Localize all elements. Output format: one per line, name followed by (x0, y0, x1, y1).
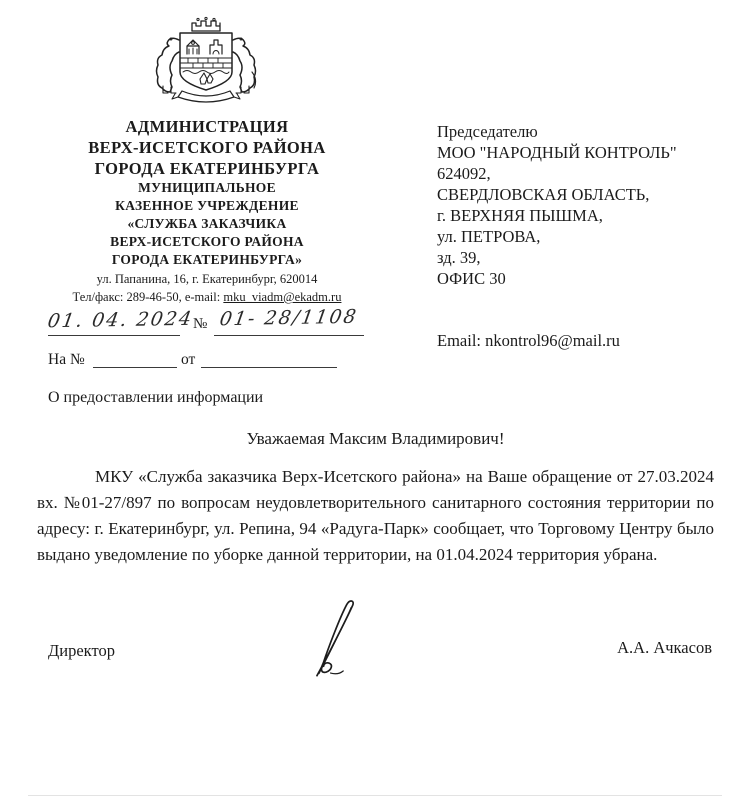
outgoing-number-handwritten: 01- 28/1108 (214, 307, 364, 336)
letter-body-paragraph: МКУ «Служба заказчика Верх-Исетского района» на Ваше обращение от 27.03.2024 вх. №01-27/897 по вопросам неудовлетворительного санитарного состояния территории по адресу: г. Екатеринбург, ул. Репина, 94 «Радуга-Парк» сообщает, что Торговому Центру было выдано уведомление по уборке данной территории, на 01.04.2024 территория убрана. (37, 467, 714, 564)
subject-line: О предоставлении информации (48, 389, 264, 406)
reply-date-blank-line (201, 349, 337, 368)
outgoing-date-handwritten: 01. 04. 2024 (48, 309, 180, 336)
addressee-line: 624092, (437, 164, 491, 183)
org-contact-line (26, 289, 388, 305)
scan-edge-artifact (28, 795, 722, 796)
institution-line: КАЗЕННОЕ УЧРЕЖДЕНИЕ (115, 198, 299, 213)
reply-number-blank-line (93, 349, 177, 368)
signer-name: А.А. Ачкасов (617, 638, 712, 657)
org-email: mku_viadm@ekadm.ru (223, 290, 342, 304)
org-name-line: ГОРОДА ЕКАТЕРИНБУРГА (94, 159, 320, 178)
institution-line: ГОРОДА ЕКАТЕРИНБУРГА» (111, 252, 303, 267)
letterhead-block (26, 116, 388, 305)
addressee-line: Председателю (437, 122, 538, 141)
addressee-line: ОФИС 30 (437, 269, 506, 288)
signer-position: Директор (48, 641, 115, 660)
addressee-line: СВЕРДЛОВСКАЯ ОБЛАСТЬ, (437, 185, 650, 204)
institution-line: ВЕРХ-ИСЕТСКОГО РАЙОНА (110, 234, 304, 249)
addressee-line: г. ВЕРХНЯЯ ПЫШМА, (437, 206, 603, 225)
reply-to-number-label: На № (48, 351, 85, 368)
signature-icon (302, 598, 376, 682)
addressee-line: ул. ПЕТРОВА, (437, 227, 541, 246)
addressee-line: МОО "НАРОДНЫЙ КОНТРОЛЬ" (437, 143, 677, 162)
institution-line: МУНИЦИПАЛЬНОЕ (138, 180, 276, 195)
org-phone: Тел/факс: 289-46-50, e-mail: (72, 290, 224, 304)
coat-of-arms-icon (146, 13, 266, 111)
reply-from-date-label: от (181, 351, 196, 368)
addressee-block (437, 121, 737, 289)
org-name-line: АДМИНИСТРАЦИЯ (125, 117, 289, 136)
institution-line: «СЛУЖБА ЗАКАЗЧИКА (127, 216, 287, 231)
number-sign-label: № (193, 316, 208, 332)
addressee-email: Email: nkontrol96@mail.ru (437, 331, 620, 350)
addressee-line: зд. 39, (437, 248, 481, 267)
org-name-line: ВЕРХ-ИСЕТСКОГО РАЙОНА (88, 138, 326, 157)
org-postal-address: ул. Папанина, 16, г. Екатеринбург, 620014 (96, 272, 318, 286)
salutation: Уважаемая Максим Владимирович! (246, 429, 505, 448)
